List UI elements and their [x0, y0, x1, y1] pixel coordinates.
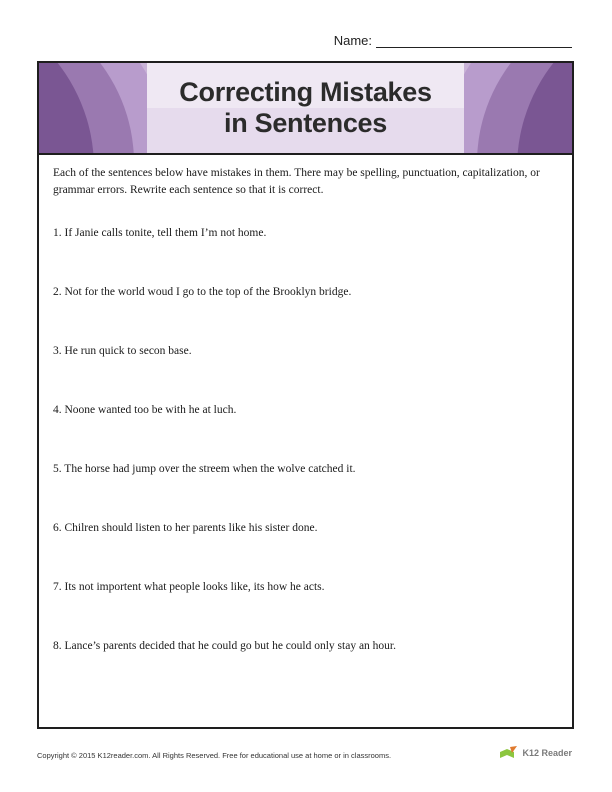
- sentence-item: 3. He run quick to secon base.: [53, 345, 192, 357]
- page-title: [39, 77, 572, 139]
- sentence-item: 1. If Janie calls tonite, tell them I’m not home.: [53, 227, 267, 239]
- title-banner: [39, 63, 572, 155]
- pencil-book-icon: [499, 746, 519, 760]
- sentence-item: 8. Lance’s parents decided that he could go but he could only stay an hour.: [53, 640, 396, 652]
- name-blank-line[interactable]: [376, 35, 572, 48]
- copyright-notice: Copyright © 2015 K12reader.com. All Rights Reserved. Free for educational use at home or in classrooms.: [37, 751, 392, 760]
- instructions: Each of the sentences below have mistakes in them. There may be spelling, punctuation, capitalization, or grammar errors. Rewrite each sentence so that it is correct.: [53, 167, 540, 196]
- title-line-1: Correcting Mistakes: [179, 77, 432, 107]
- name-field[interactable]: [334, 33, 572, 48]
- sentence-item: 6. Chilren should listen to her parents like his sister done.: [53, 522, 318, 534]
- k12reader-logo: [499, 746, 572, 760]
- sentence-item: 7. Its not importent what people looks like, its how he acts.: [53, 581, 325, 593]
- logo-text: K12 Reader: [522, 748, 572, 758]
- name-label: Name:: [333, 33, 372, 48]
- sentence-item: 5. The horse had jump over the streem when the wolve catched it.: [53, 463, 356, 475]
- sentence-item: 2. Not for the world woud I go to the top of the Brooklyn bridge.: [53, 286, 352, 298]
- worksheet-frame: [37, 61, 574, 729]
- title-line-2: in Sentences: [224, 108, 387, 138]
- sentence-item: 4. Noone wanted too be with he at luch.: [53, 404, 237, 416]
